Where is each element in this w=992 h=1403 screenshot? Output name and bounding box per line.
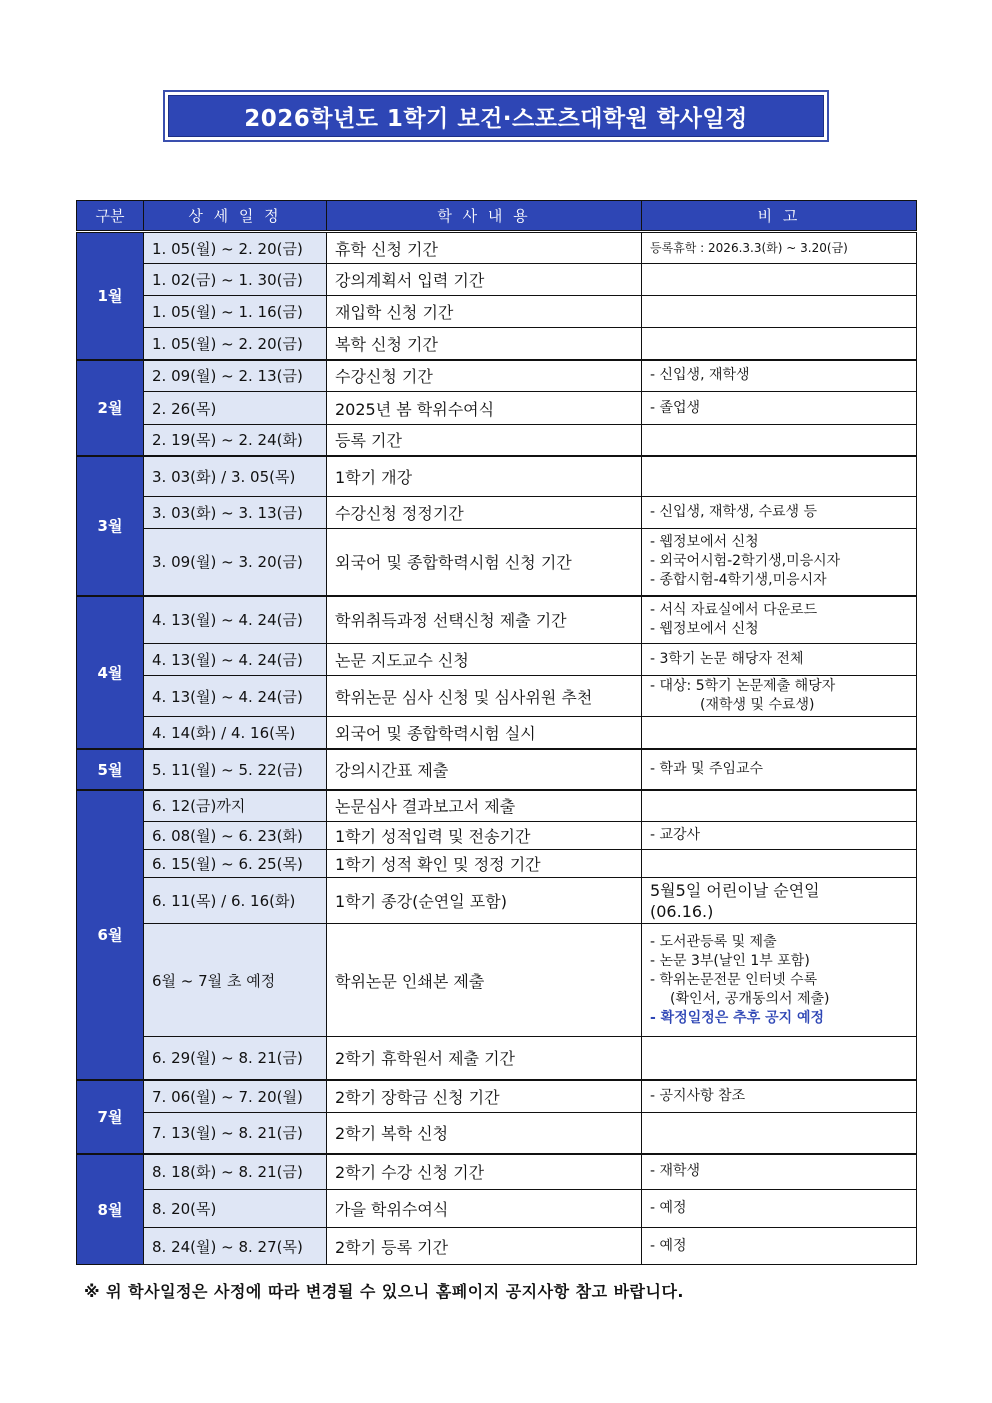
schedule-note	[642, 1154, 917, 1190]
month-label: 4월	[77, 596, 144, 749]
month-label: 2월	[77, 360, 144, 456]
schedule-content: 외국어 및 종합학력시험 실시	[327, 717, 642, 749]
table-row	[77, 360, 917, 392]
note-line: - 3학기 논문 해당자 전체	[650, 651, 804, 667]
table-row	[77, 497, 917, 529]
schedule-date: 2. 09(월) ~ 2. 13(금)	[144, 360, 327, 392]
schedule-note	[642, 392, 917, 425]
schedule-date: 3. 03(화) / 3. 05(목)	[144, 456, 327, 497]
schedule-date: 3. 09(월) ~ 3. 20(금)	[144, 529, 327, 596]
schedule-content: 논문심사 결과보고서 제출	[327, 790, 642, 822]
schedule-content: 수강신청 기간	[327, 360, 642, 392]
schedule-content: 학위논문 심사 신청 및 심사위원 추천	[327, 676, 642, 717]
schedule-content: 재입학 신청 기간	[327, 296, 642, 328]
note-line: - 종합시험-4학기생,미응시자	[650, 572, 827, 589]
schedule-note	[642, 822, 917, 850]
schedule-date: 1. 05(월) ~ 2. 20(금)	[144, 328, 327, 360]
schedule-note	[642, 1190, 917, 1228]
schedule-date: 1. 05(월) ~ 1. 16(금)	[144, 296, 327, 328]
table-row	[77, 878, 917, 924]
schedule-note	[642, 1080, 917, 1113]
schedule-content: 1학기 성적 확인 및 정정 기간	[327, 850, 642, 878]
schedule-content: 외국어 및 종합학력시험 신청 기간	[327, 529, 642, 596]
table-row	[77, 264, 917, 296]
note-line: - 신입생, 재학생	[650, 367, 750, 384]
table-row	[77, 717, 917, 749]
header-content: 학 사 내 용	[327, 201, 642, 232]
note-line: - 확정일정은 추후 공지 예정	[650, 1009, 825, 1026]
note-line: - 도서관등록 및 제출	[650, 933, 777, 950]
note-line: - 신입생, 재학생, 수료생 등	[650, 504, 817, 520]
schedule-content: 1학기 성적입력 및 전송기간	[327, 822, 642, 850]
table-row	[77, 850, 917, 878]
header-month: 구분	[77, 201, 144, 232]
schedule-content: 2학기 휴학원서 제출 기간	[327, 1037, 642, 1080]
note-line: 등록휴학 : 2026.3.3(화) ~ 3.20(금)	[650, 240, 848, 255]
schedule-content: 휴학 신청 기간	[327, 232, 642, 264]
schedule-note	[642, 676, 917, 717]
note-line: - 서식 자료실에서 다운로드	[650, 601, 818, 618]
schedule-date: 1. 05(월) ~ 2. 20(금)	[144, 232, 327, 264]
schedule-note	[642, 749, 917, 790]
schedule-content: 가을 학위수여식	[327, 1190, 642, 1228]
note-line: - 논문 3부(날인 1부 포함)	[650, 952, 810, 969]
schedule-content: 수강신청 정정기간	[327, 497, 642, 529]
schedule-note	[642, 596, 917, 644]
schedule-date: 4. 13(월) ~ 4. 24(금)	[144, 676, 327, 717]
schedule-date: 8. 18(화) ~ 8. 21(금)	[144, 1154, 327, 1190]
schedule-date: 4. 14(화) / 4. 16(목)	[144, 717, 327, 749]
schedule-content: 논문 지도교수 신청	[327, 644, 642, 676]
schedule-content: 2학기 복학 신청	[327, 1113, 642, 1154]
schedule-date: 6. 12(금)까지	[144, 790, 327, 822]
note-line: - 웹정보에서 신청	[650, 620, 759, 637]
table-row	[77, 529, 917, 596]
schedule-note	[642, 425, 917, 456]
schedule-note	[642, 1037, 917, 1080]
schedule-date: 8. 20(목)	[144, 1190, 327, 1228]
schedule-note	[642, 264, 917, 296]
note-line: - 공지사항 참조	[650, 1087, 746, 1104]
schedule-note	[642, 924, 917, 1037]
schedule-content: 등록 기간	[327, 425, 642, 456]
schedule-note	[642, 456, 917, 497]
table-row	[77, 1228, 917, 1265]
schedule-content: 2학기 등록 기간	[327, 1228, 642, 1265]
month-label: 3월	[77, 456, 144, 596]
footer-notice: ※ 위 학사일정은 사정에 따라 변경될 수 있으니 홈페이지 공지사항 참고 바랍니다.	[84, 1282, 684, 1301]
table-row	[77, 1154, 917, 1190]
schedule-table	[76, 200, 917, 1265]
schedule-note	[642, 328, 917, 360]
schedule-note	[642, 232, 917, 264]
schedule-date: 4. 13(월) ~ 4. 24(금)	[144, 644, 327, 676]
note-line: - 교강사	[650, 827, 701, 843]
header-date: 상 세 일 정	[144, 201, 327, 232]
schedule-content: 1학기 개강	[327, 456, 642, 497]
schedule-content: 2학기 장학금 신청 기간	[327, 1080, 642, 1113]
header-note: 비 고	[642, 201, 917, 232]
schedule-content: 1학기 종강(순연일 포함)	[327, 878, 642, 924]
schedule-note	[642, 296, 917, 328]
schedule-note	[642, 529, 917, 596]
note-line: - 웹정보에서 신청	[650, 534, 759, 551]
schedule-note	[642, 497, 917, 529]
schedule-date: 6. 15(월) ~ 6. 25(목)	[144, 850, 327, 878]
note-line: 5월5일 어린이날 순연일	[650, 880, 820, 900]
month-label: 7월	[77, 1080, 144, 1154]
schedule-note	[642, 790, 917, 822]
note-line: - 대상: 5학기 논문제출 해당자	[650, 678, 836, 694]
schedule-date: 5. 11(월) ~ 5. 22(금)	[144, 749, 327, 790]
schedule-note	[642, 850, 917, 878]
note-line: - 예정	[650, 1200, 687, 1216]
month-label: 6월	[77, 790, 144, 1080]
schedule-date: 6. 29(월) ~ 8. 21(금)	[144, 1037, 327, 1080]
schedule-note	[642, 717, 917, 749]
table-row	[77, 676, 917, 717]
table-row	[77, 232, 917, 264]
month-label: 8월	[77, 1154, 144, 1265]
table-row	[77, 822, 917, 850]
schedule-date: 6월 ~ 7월 초 예정	[144, 924, 327, 1037]
table-row	[77, 296, 917, 328]
schedule-content: 강의계획서 입력 기간	[327, 264, 642, 296]
schedule-date: 1. 02(금) ~ 1. 30(금)	[144, 264, 327, 296]
table-row	[77, 328, 917, 360]
title-box	[163, 90, 829, 142]
table-row	[77, 1037, 917, 1080]
table-row	[77, 425, 917, 456]
schedule-date: 8. 24(월) ~ 8. 27(목)	[144, 1228, 327, 1265]
schedule-note	[642, 360, 917, 392]
note-line: - 졸업생	[650, 399, 701, 416]
table-row	[77, 1190, 917, 1228]
note-line: - 예정	[650, 1237, 687, 1254]
month-label: 1월	[77, 232, 144, 360]
page-title: 2026학년도 1학기 보건·스포츠대학원 학사일정	[168, 95, 824, 137]
note-line: - 재학생	[650, 1163, 701, 1180]
schedule-note	[642, 878, 917, 924]
table-row	[77, 456, 917, 497]
schedule-content: 복학 신청 기간	[327, 328, 642, 360]
schedule-content: 학위논문 인쇄본 제출	[327, 924, 642, 1037]
note-line: (06.16.)	[650, 901, 714, 921]
table-row	[77, 1113, 917, 1154]
schedule-date: 3. 03(화) ~ 3. 13(금)	[144, 497, 327, 529]
schedule-content: 학위취득과정 선택신청 제출 기간	[327, 596, 642, 644]
schedule-date: 2. 26(목)	[144, 392, 327, 425]
schedule-note	[642, 644, 917, 676]
schedule-date: 7. 06(월) ~ 7. 20(월)	[144, 1080, 327, 1113]
table-row	[77, 924, 917, 1037]
table-row	[77, 1080, 917, 1113]
note-line: - 학과 및 주임교수	[650, 760, 764, 777]
note-line: (재학생 및 수료생)	[700, 697, 815, 713]
table-row	[77, 644, 917, 676]
table-row	[77, 749, 917, 790]
schedule-note	[642, 1228, 917, 1265]
month-label: 5월	[77, 749, 144, 790]
schedule-date: 2. 19(목) ~ 2. 24(화)	[144, 425, 327, 456]
note-line: - 학위논문전문 인터넷 수록	[650, 971, 818, 988]
table-header-row	[77, 201, 917, 232]
schedule-content: 2025년 봄 학위수여식	[327, 392, 642, 425]
schedule-note	[642, 1113, 917, 1154]
schedule-date: 6. 11(목) / 6. 16(화)	[144, 878, 327, 924]
schedule-content: 강의시간표 제출	[327, 749, 642, 790]
table-row	[77, 790, 917, 822]
table-row	[77, 392, 917, 425]
table-row	[77, 596, 917, 644]
schedule-date: 6. 08(월) ~ 6. 23(화)	[144, 822, 327, 850]
note-line: - 외국어시험-2학기생,미응시자	[650, 553, 841, 570]
schedule-date: 4. 13(월) ~ 4. 24(금)	[144, 596, 327, 644]
schedule-content: 2학기 수강 신청 기간	[327, 1154, 642, 1190]
schedule-date: 7. 13(월) ~ 8. 21(금)	[144, 1113, 327, 1154]
note-line: (확인서, 공개동의서 제출)	[670, 990, 830, 1007]
